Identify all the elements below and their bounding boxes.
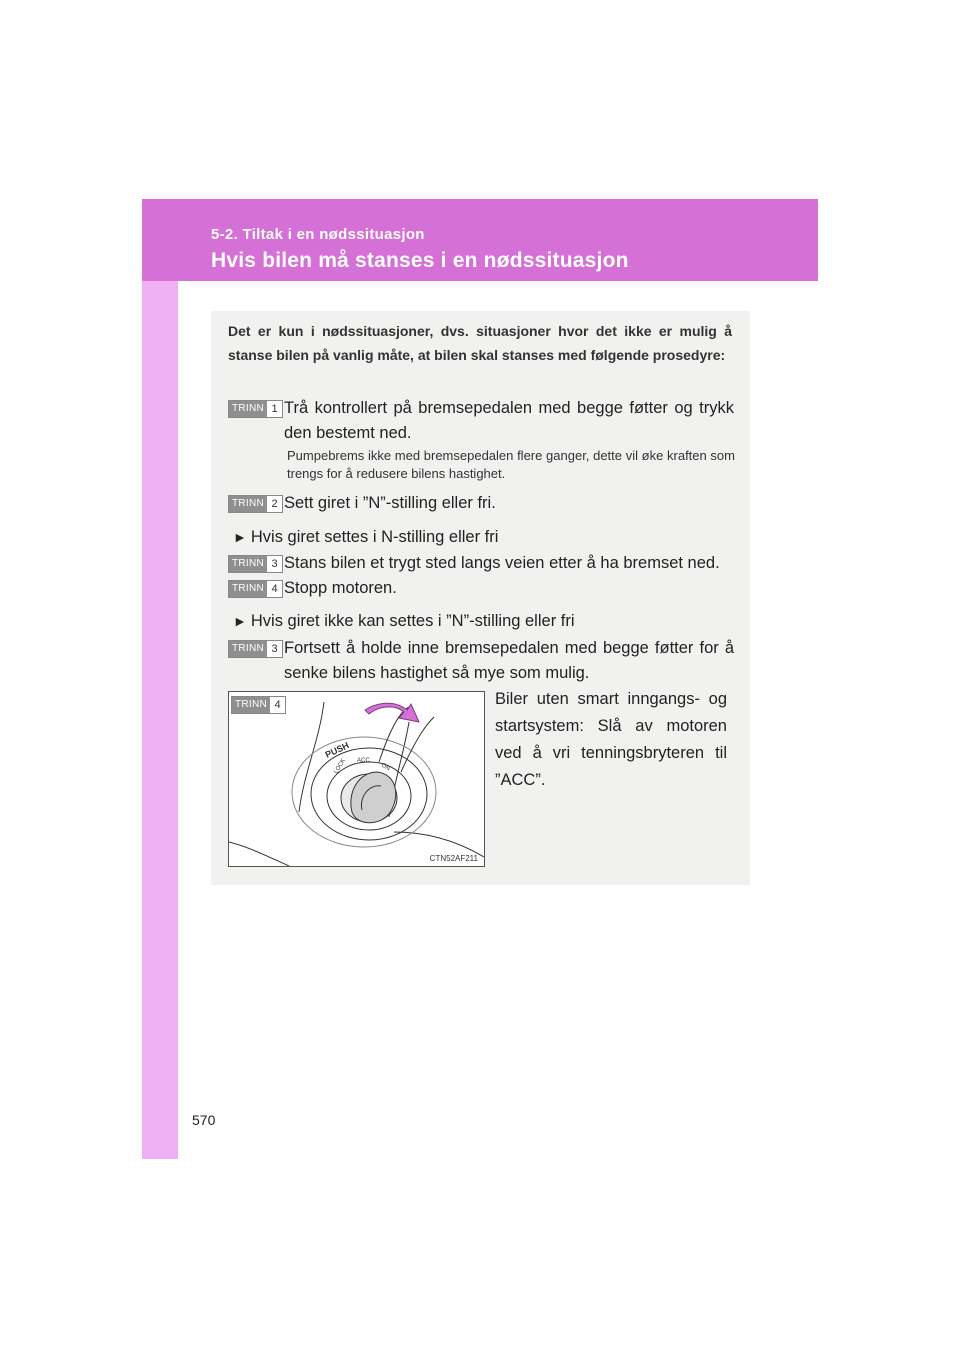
step-1-text: Trå kontrollert på bremsepedalen med begge føtter og trykk den bestemt ned. [284,399,734,442]
case-b-heading [233,609,575,634]
step-badge-2 [228,495,283,513]
page-header [142,199,818,281]
intro-text: Det er kun i nødssituasjoner, dvs. situasjoner hvor det ikke er mulig å stanse bilen på vanlig måte, at bilen skal stanses med følgende prosedyre: [228,323,732,363]
case-b-heading-text: Hvis giret ikke kan settes i ”N”-stilling eller fri [250,612,575,630]
arrow-right-icon: ► [233,613,247,629]
on-label: ON [380,762,391,773]
acc-label: ACC [357,758,370,764]
step-word: TRINN [229,496,267,512]
step-4a-text: Stopp motoren. [284,579,397,597]
step-word: TRINN [229,641,267,657]
side-band [142,199,178,1159]
page-number: 570 [192,1112,216,1128]
push-label: PUSH [323,740,351,760]
case-a-heading-text: Hvis giret settes i N-stilling eller fri [250,528,499,546]
step-badge-1 [228,400,283,418]
step-number: 3 [271,558,278,570]
figure-code: CTN52AF211 [429,854,478,863]
step-1-note: Pumpebrems ikke med bremsepedalen flere ganger, dette vil øke kraften som trengs for å redusere bilens hastighet. [287,448,735,481]
step-3b-text: Fortsett å holde inne bremsepedalen med begge føtter for å senke bilens hastighet så mye som mulig. [284,639,734,682]
step-number: 4 [274,699,281,711]
content-box [211,311,750,885]
step-word: TRINN [232,697,270,713]
step-4b-text: Biler uten smart inngangs- og startsystem: Slå av motoren ved å vri tenningsbryteren til ”ACC”. [495,690,727,789]
step-badge-4a [228,580,283,598]
ignition-figure [228,691,485,867]
step-word: TRINN [229,556,267,572]
step-number: 3 [271,643,278,655]
page-title: Hvis bilen må stanses i en nødssituasjon [211,249,629,272]
step-number: 4 [271,583,278,595]
step-word: TRINN [229,401,267,417]
section-label: 5-2. Tiltak i en nødssituasjon [211,226,425,243]
step-2-text: Sett giret i ”N”-stilling eller fri. [284,494,496,512]
step-badge-3b [228,640,283,658]
step-number: 1 [271,403,278,415]
ignition-key-illustration [229,692,484,866]
lock-label: LOCK [333,757,347,775]
step-badge-3a [228,555,283,573]
step-word: TRINN [229,581,267,597]
arrow-right-icon: ► [233,529,247,545]
case-a-heading [233,525,498,550]
step-number: 2 [271,498,278,510]
step-3a-text: Stans bilen et trygt sted langs veien etter å ha bremset ned. [284,554,720,572]
step-badge-4b [231,696,286,714]
